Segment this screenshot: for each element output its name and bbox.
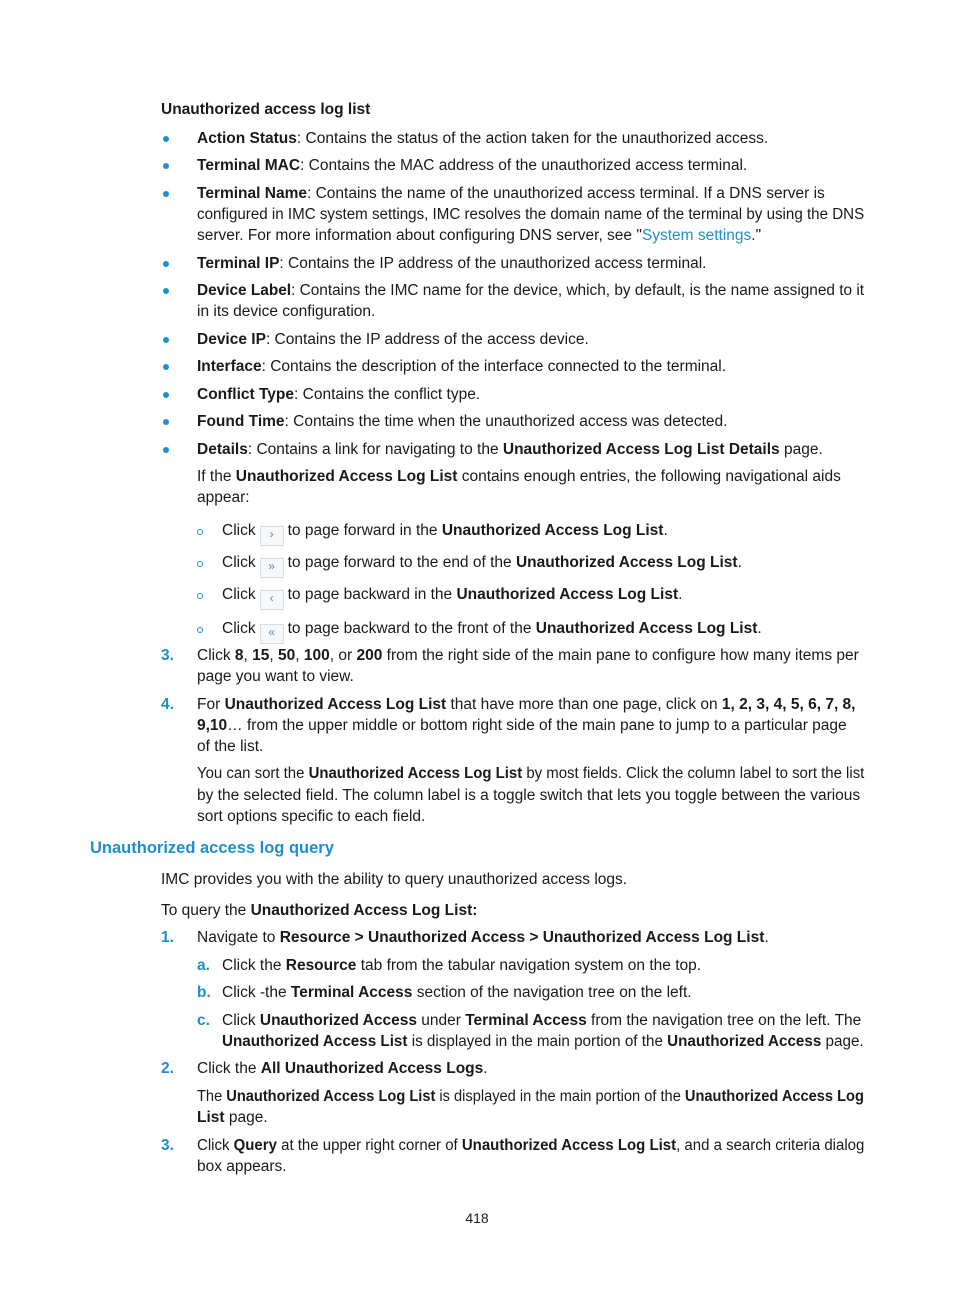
step-number: 3. <box>161 1137 174 1154</box>
field-terminal-name-line2: configured in IMC system settings, IMC resolves the domain name of the terminal by using the DNS <box>197 206 865 223</box>
field-interface: Interface: Contains the description of the interface connected to the terminal. <box>197 358 727 375</box>
field-device-label: Device Label: Contains the IMC name for the device, which, by default, is the name assigned to it <box>197 282 865 299</box>
bullet-icon <box>163 337 169 343</box>
query-step-1b: Click -the Terminal Access section of the navigation tree on the left. <box>222 984 692 1001</box>
nav-item-first: Click « to page backward to the front of the Unauthorized Access Log List. <box>222 618 762 644</box>
nav-item-last: Click » to page forward to the end of the Unauthorized Access Log List. <box>222 552 742 578</box>
query-step-1c-line2: Unauthorized Access List is displayed in the main portion of the Unauthorized Access page. <box>222 1033 864 1050</box>
query-step-1c: Click Unauthorized Access under Terminal Access from the navigation tree on the left. The <box>222 1012 862 1029</box>
nav-intro-line2: appear: <box>197 489 250 506</box>
field-device-ip: Device IP: Contains the IP address of the access device. <box>197 331 589 348</box>
step-4: For Unauthorized Access Log List that have more than one page, click on 1, 2, 3, 4, 5, 6, 7, 8, <box>197 696 856 713</box>
next-page-icon[interactable]: › <box>260 526 284 546</box>
sub-step-letter: c. <box>197 1012 210 1029</box>
step-number: 3. <box>161 647 174 664</box>
system-settings-link[interactable]: System settings <box>641 227 752 244</box>
field-found-time: Found Time: Contains the time when the unauthorized access was detected. <box>197 413 728 430</box>
sub-bullet-icon <box>197 561 203 567</box>
sort-paragraph-line2: by the selected field. The column label is a toggle switch that lets you toggle between the various <box>197 787 861 804</box>
query-step-3: Click Query at the upper right corner of Unauthorized Access Log List, and a search criteria dialog <box>197 1137 865 1154</box>
page-number: 418 <box>465 1210 489 1226</box>
field-device-label-line2: in its device configuration. <box>197 303 376 320</box>
nav-intro: If the Unauthorized Access Log List contains enough entries, the following navigational aids <box>197 468 841 485</box>
bullet-icon <box>163 447 169 453</box>
sub-bullet-icon <box>197 529 203 535</box>
bullet-icon <box>163 261 169 267</box>
bullet-icon <box>163 288 169 294</box>
field-terminal-mac: Terminal MAC: Contains the MAC address of the unauthorized access terminal. <box>197 157 748 174</box>
bullet-icon <box>163 191 169 197</box>
field-details: Details: Contains a link for navigating to the Unauthorized Access Log List Details page. <box>197 441 823 458</box>
query-intro: IMC provides you with the ability to query unauthorized access logs. <box>161 871 628 888</box>
step-number: 1. <box>161 929 174 946</box>
step-4-line3: of the list. <box>197 738 264 755</box>
query-step-2: Click the All Unauthorized Access Logs. <box>197 1060 488 1077</box>
sub-bullet-icon <box>197 627 203 633</box>
query-step-2-para-line2: List page. <box>197 1109 268 1126</box>
nav-item-previous: Click ‹ to page backward in the Unauthorized Access Log List. <box>222 584 682 610</box>
bullet-icon <box>163 392 169 398</box>
step-number: 4. <box>161 696 174 713</box>
last-page-icon[interactable]: » <box>260 558 284 578</box>
section-label: Unauthorized access log list <box>161 101 371 118</box>
first-page-icon[interactable]: « <box>260 624 284 644</box>
step-4-line2: 9,10… from the upper middle or bottom right side of the main pane to jump to a particular page <box>197 717 847 734</box>
nav-item-next: Click › to page forward in the Unauthorized Access Log List. <box>222 520 668 546</box>
field-conflict-type: Conflict Type: Contains the conflict type. <box>197 386 481 403</box>
bullet-icon <box>163 136 169 142</box>
query-step-2-para: The Unauthorized Access Log List is displayed in the main portion of the Unauthorized Access Log <box>197 1088 864 1105</box>
bullet-icon <box>163 163 169 169</box>
query-to: To query the Unauthorized Access Log List: <box>161 902 478 919</box>
section-heading: Unauthorized access log query <box>90 839 334 857</box>
step-number: 2. <box>161 1060 174 1077</box>
sub-bullet-icon <box>197 593 203 599</box>
field-action-status: Action Status: Contains the status of the action taken for the unauthorized access. <box>197 130 769 147</box>
sub-step-letter: a. <box>197 957 210 974</box>
field-terminal-name: Terminal Name: Contains the name of the unauthorized access terminal. If a DNS server is <box>197 185 825 202</box>
field-terminal-name-line3: server. For more information about configuring DNS server, see "System settings." <box>197 227 762 244</box>
sort-paragraph: You can sort the Unauthorized Access Log List by most fields. Click the column label to sort the list <box>197 765 865 782</box>
sort-paragraph-line3: sort options specific to each field. <box>197 808 426 825</box>
query-step-1a: Click the Resource tab from the tabular navigation system on the top. <box>222 957 702 974</box>
step-3-line2: page you want to view. <box>197 668 354 685</box>
query-step-3-line2: box appears. <box>197 1158 287 1175</box>
query-step-1: Navigate to Resource > Unauthorized Access > Unauthorized Access Log List. <box>197 929 769 946</box>
bullet-icon <box>163 364 169 370</box>
sub-step-letter: b. <box>197 984 211 1001</box>
step-3: Click 8, 15, 50, 100, or 200 from the right side of the main pane to configure how many items per <box>197 647 859 664</box>
previous-page-icon[interactable]: ‹ <box>260 590 284 610</box>
field-terminal-ip: Terminal IP: Contains the IP address of the unauthorized access terminal. <box>197 255 707 272</box>
bullet-icon <box>163 419 169 425</box>
